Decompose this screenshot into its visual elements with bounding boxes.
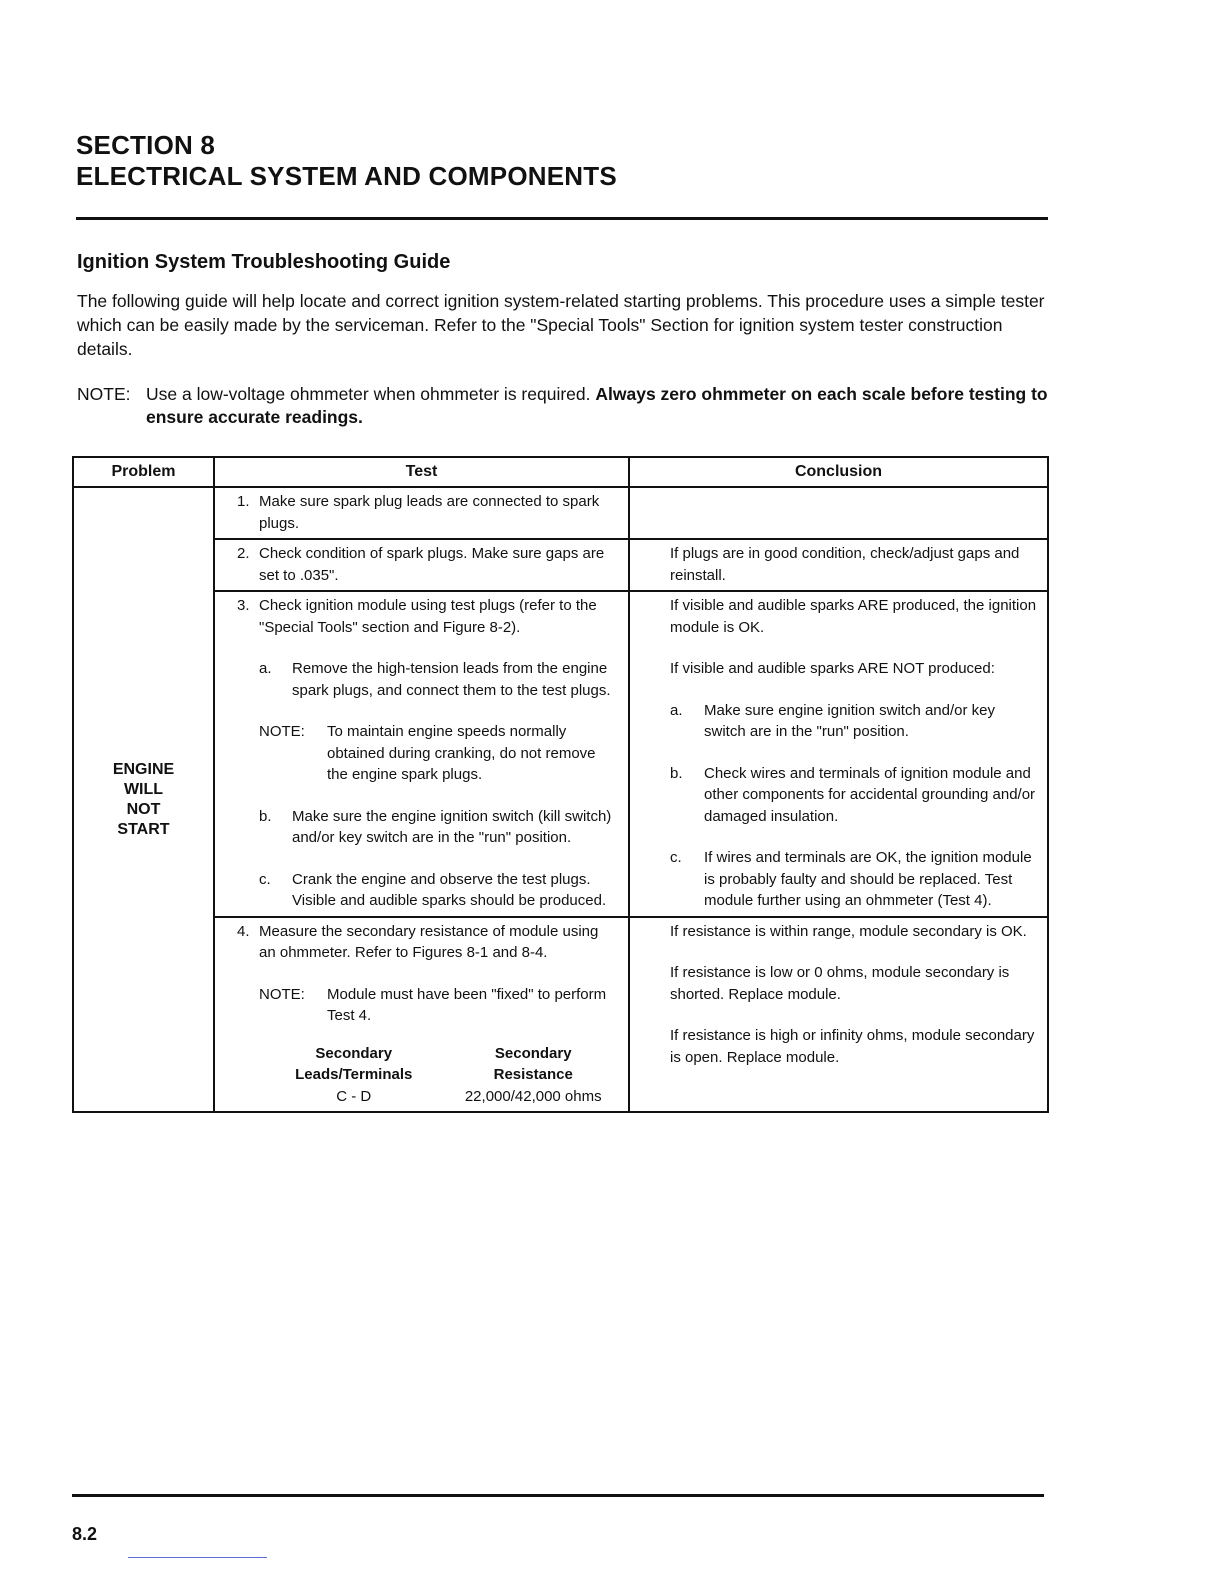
col-header: Secondary <box>494 1044 572 1062</box>
note-label: NOTE: <box>259 723 305 740</box>
note-text: To maintain engine speeds normally obtained during cranking, do not remove the engine spark plugs. <box>327 723 596 783</box>
link-underline <box>128 1557 267 1558</box>
step-number: 2. <box>237 545 250 562</box>
col-header: Resistance <box>493 1066 573 1083</box>
conclusion-cell-4 <box>629 917 1048 1113</box>
problem-cell <box>73 487 214 1112</box>
table-header-row <box>73 457 1048 487</box>
header-conclusion: Conclusion <box>629 457 1048 487</box>
conclusion-text: If resistance is within range, module secondary is OK. <box>670 922 1027 940</box>
substep-label: b. <box>259 807 272 825</box>
table-row <box>73 539 1048 591</box>
substep-text: Remove the high-tension leads from the engine spark plugs, and connect them to the test plugs. <box>292 660 611 699</box>
step-text: Measure the secondary resistance of module using an ohmmeter. Refer to Figures 8-1 and 8-4. <box>259 922 599 961</box>
test-cell-2 <box>214 539 629 591</box>
conclusion-text: If visible and audible sparks ARE produced, the ignition module is OK. <box>670 597 1037 636</box>
problem-line: WILL <box>123 780 164 798</box>
header-test: Test <box>214 457 629 487</box>
top-rule <box>76 217 1048 220</box>
step-number: 1. <box>237 493 250 510</box>
bottom-rule <box>72 1494 1044 1497</box>
substep-text: Make sure the engine ignition switch (kill switch) and/or key switch are in the "run" position. <box>292 807 612 846</box>
col-header: Leads/Terminals <box>295 1066 413 1083</box>
conclusion-text: Check wires and terminals of ignition module and other components for accidental grounding and/or damaged insulation. <box>704 764 1036 825</box>
note-block <box>77 383 1052 429</box>
table-row <box>73 591 1048 917</box>
col-header: Secondary <box>315 1044 393 1062</box>
problem-line: NOT <box>126 800 161 818</box>
problem-line: ENGINE <box>112 760 175 778</box>
conclusion-label: c. <box>670 849 682 866</box>
conclusion-label: b. <box>670 764 683 782</box>
note-bold-text: Always zero ohmmeter on each scale before testing to ensure accurate readings. <box>146 384 1048 427</box>
section-title: ELECTRICAL SYSTEM AND COMPONENTS <box>76 161 617 191</box>
intro-paragraph: The following guide will help locate and correct ignition system-related starting problems. This procedure uses a simple tester which can be easily made by the serviceman. Refer to the "Special Tools" Section for ignition system tester construction details. <box>77 291 1045 359</box>
step-number: 4. <box>237 922 250 940</box>
test-cell-1 <box>214 487 629 539</box>
conclusion-text: If wires and terminals are OK, the ignition module is probably faulty and should be replaced. Test module further using an ohmmeter (Test 4). <box>704 849 1032 909</box>
conclusion-cell-2 <box>629 539 1048 591</box>
conclusion-text: If visible and audible sparks ARE NOT produced: <box>670 660 995 677</box>
step-text: Check ignition module using test plugs (refer to the "Special Tools" section and Figure 8-2). <box>259 597 597 636</box>
note-text: Use a low-voltage ohmmeter when ohmmeter is required. <box>146 384 591 404</box>
conclusion-text: If plugs are in good condition, check/adjust gaps and reinstall. <box>670 545 1020 584</box>
table-row <box>73 487 1048 539</box>
conclusion-text: Make sure engine ignition switch and/or key switch are in the "run" position. <box>704 701 995 740</box>
note-text: Module must have been "fixed" to perform Test 4. <box>327 985 607 1024</box>
resistance-table <box>259 1043 618 1108</box>
test-cell-4 <box>214 917 629 1113</box>
problem-line: START <box>117 820 170 838</box>
substep-label: a. <box>259 660 272 677</box>
page-number: 8.2 <box>72 1524 98 1544</box>
leads-value: C - D <box>336 1087 372 1105</box>
substep-label: c. <box>259 870 271 888</box>
conclusion-text: If resistance is high or infinity ohms, module secondary is open. Replace module. <box>670 1027 1035 1066</box>
step-text: Make sure spark plug leads are connected to spark plugs. <box>259 493 600 532</box>
section-number: SECTION 8 <box>76 130 216 160</box>
substep-text: Crank the engine and observe the test plugs. Visible and audible sparks should be produced. <box>292 870 607 909</box>
section-heading <box>76 130 617 192</box>
conclusion-cell-3 <box>629 591 1048 917</box>
step-text: Check condition of spark plugs. Make sure gaps are set to .035". <box>259 545 605 584</box>
resistance-value: 22,000/42,000 ohms <box>464 1087 602 1105</box>
conclusion-text: If resistance is low or 0 ohms, module secondary is shorted. Replace module. <box>670 964 1010 1003</box>
test-cell-3 <box>214 591 629 917</box>
troubleshooting-table <box>72 456 1049 1113</box>
conclusion-label: a. <box>670 701 683 719</box>
step-number: 3. <box>237 597 250 614</box>
header-problem: Problem <box>73 457 214 487</box>
table-row <box>73 917 1048 1113</box>
guide-title: Ignition System Troubleshooting Guide <box>77 251 451 273</box>
note-label: NOTE: <box>259 985 305 1003</box>
note-label: NOTE: <box>77 384 131 404</box>
conclusion-cell-1 <box>629 487 1048 539</box>
